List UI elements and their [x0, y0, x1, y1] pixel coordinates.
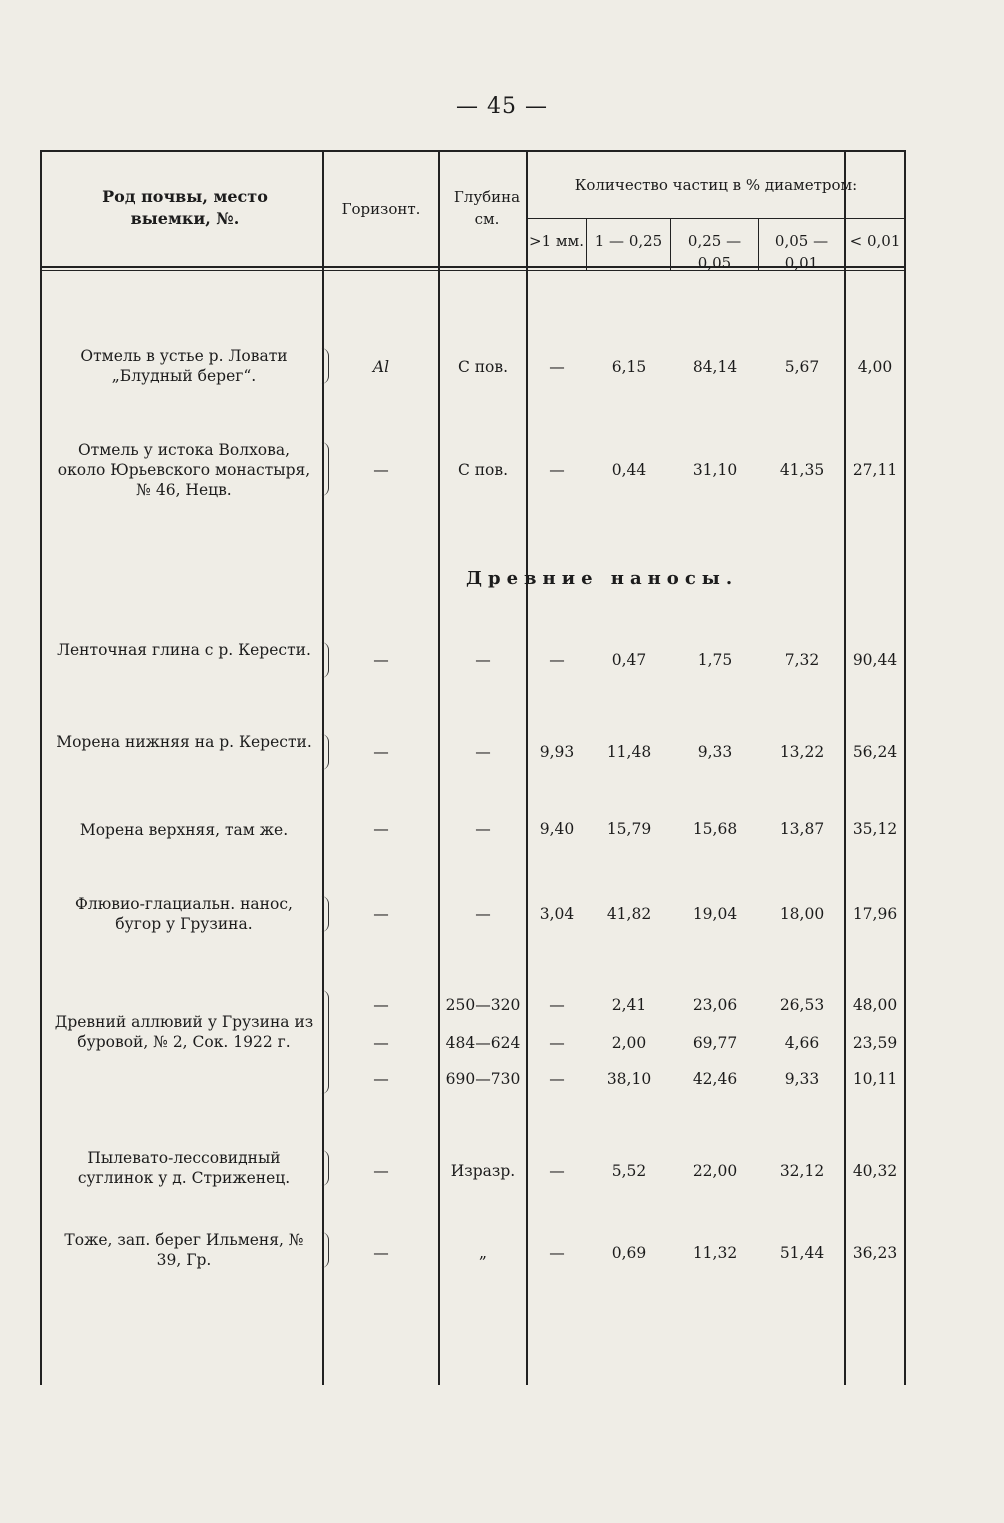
cell-c4: 41,35 [779, 461, 825, 479]
cell-c1: 9,93 [539, 743, 575, 761]
cell-horizon: — [373, 1034, 389, 1052]
cell-c1: 3,04 [539, 905, 575, 923]
row-name: Отмель в устье р. Ловати „Блудный берег“. [80, 347, 288, 385]
cell-depth: Изразр. [450, 1162, 516, 1180]
cell-horizon: — [373, 1244, 389, 1262]
cell-c3: 1,75 [697, 651, 733, 669]
cell-depth: С пов. [457, 358, 509, 376]
cell-depth: — [475, 820, 491, 838]
cell-c2: 5,52 [611, 1162, 647, 1180]
header-025-005: 0,25 — 0,05 [687, 232, 742, 272]
row-name: Древний аллювий у Грузина из буровой, № 2, Сок. 1922 г. [54, 1013, 314, 1051]
cell-c1: — [549, 651, 565, 669]
cell-c5: 56,24 [852, 743, 898, 761]
row-name: Отмель у истока Волхова, около Юрьевского монастыря, № 46, Нецв. [57, 441, 311, 499]
cell-c3: 11,32 [692, 1244, 738, 1262]
cell-c1: — [549, 1070, 565, 1088]
cell-horizon: — [373, 651, 389, 669]
cell-c3: 22,00 [692, 1162, 738, 1180]
cell-depth: 690—730 [445, 1070, 521, 1088]
cell-c2: 2,41 [611, 996, 647, 1014]
cell-depth: — [475, 651, 491, 669]
header-1-025: 1 — 0,25 [594, 232, 663, 250]
cell-c2: 0,44 [611, 461, 647, 479]
cell-c5: 27,11 [852, 461, 898, 479]
cell-depth: 250—320 [445, 996, 521, 1014]
cell-c5: 90,44 [852, 651, 898, 669]
cell-depth: — [475, 905, 491, 923]
cell-horizon: — [373, 1070, 389, 1088]
col-line-3 [526, 150, 528, 1385]
header-soil: Род почвы, место выемки, №. [102, 187, 268, 228]
cell-c2: 41,82 [606, 905, 652, 923]
cell-c2: 38,10 [606, 1070, 652, 1088]
cell-c1: — [549, 358, 565, 376]
cell-c1: — [549, 1162, 565, 1180]
cell-c5: 17,96 [852, 905, 898, 923]
cell-horizon: — [373, 743, 389, 761]
cell-c4: 51,44 [779, 1244, 825, 1262]
cell-c5: 40,32 [852, 1162, 898, 1180]
cell-c3: 69,77 [692, 1034, 738, 1052]
cell-c3: 9,33 [697, 743, 733, 761]
cell-c5: 4,00 [857, 358, 893, 376]
cell-c3: 84,14 [692, 358, 738, 376]
section-title: Древние наносы. [466, 568, 739, 589]
header-gt1: >1 мм. [529, 232, 584, 250]
row-name: Флювио-глациальн. нанос, бугор у Грузина. [75, 895, 293, 933]
cell-c5: 48,00 [852, 996, 898, 1014]
row-name: Ленточная глина с р. Керести. [57, 641, 311, 659]
col-line-2 [438, 150, 440, 1385]
cell-c4: 5,67 [784, 358, 820, 376]
cell-c3: 23,06 [692, 996, 738, 1014]
cell-horizon: — [373, 1162, 389, 1180]
row-name: Пылевато-лессовидный суглинок у д. Стриженец. [77, 1149, 291, 1187]
row-name: Тоже, зап. берег Ильменя, № 39, Гр. [64, 1231, 304, 1269]
cell-depth: — [475, 743, 491, 761]
cell-c4: 4,66 [784, 1034, 820, 1052]
cell-c4: 13,87 [779, 820, 825, 838]
header-005-001: 0,05 — 0,01 [774, 232, 829, 272]
cell-horizon: — [373, 820, 389, 838]
page-number: — 45 — [456, 94, 548, 119]
header-depth: Глубина см. [453, 188, 521, 228]
cell-c3: 42,46 [692, 1070, 738, 1088]
header-horizon: Горизонт. [341, 200, 421, 218]
cell-horizon: — [373, 461, 389, 479]
cell-c1: — [549, 1244, 565, 1262]
cell-c2: 15,79 [606, 820, 652, 838]
cell-depth: С пов. [457, 461, 509, 479]
cell-c5: 36,23 [852, 1244, 898, 1262]
cell-c3: 31,10 [692, 461, 738, 479]
soil-particle-table [40, 150, 906, 1385]
cell-c1: — [549, 996, 565, 1014]
header-lt001: < 0,01 [849, 232, 901, 250]
cell-depth: „ [478, 1244, 488, 1262]
cell-c2: 0,69 [611, 1244, 647, 1262]
cell-c4: 18,00 [779, 905, 825, 923]
cell-c2: 11,48 [606, 743, 652, 761]
cell-c4: 9,33 [784, 1070, 820, 1088]
cell-horizon: — [373, 996, 389, 1014]
header-particles: Количество частиц в % диаметром: [574, 176, 858, 194]
cell-c5: 23,59 [852, 1034, 898, 1052]
cell-c3: 15,68 [692, 820, 738, 838]
subheader-rule [526, 218, 906, 219]
cell-c1: — [549, 461, 565, 479]
row-name: Морена верхняя, там же. [79, 821, 289, 839]
cell-c4: 26,53 [779, 996, 825, 1014]
cell-c4: 32,12 [779, 1162, 825, 1180]
cell-c3: 19,04 [692, 905, 738, 923]
cell-c1: 9,40 [539, 820, 575, 838]
cell-c1: — [549, 1034, 565, 1052]
cell-c5: 10,11 [852, 1070, 898, 1088]
cell-c2: 6,15 [611, 358, 647, 376]
cell-c4: 7,32 [784, 651, 820, 669]
col-line-0 [40, 150, 42, 1385]
cell-c2: 2,00 [611, 1034, 647, 1052]
row-name: Морена нижняя на р. Керести. [56, 733, 312, 751]
cell-horizon: Al [372, 358, 390, 376]
cell-depth: 484—624 [445, 1034, 521, 1052]
cell-horizon: — [373, 905, 389, 923]
col-line-5 [904, 150, 906, 1385]
cell-c2: 0,47 [611, 651, 647, 669]
col-line-4 [844, 150, 846, 1385]
cell-c5: 35,12 [852, 820, 898, 838]
table-top-rule [40, 150, 906, 152]
cell-c4: 13,22 [779, 743, 825, 761]
